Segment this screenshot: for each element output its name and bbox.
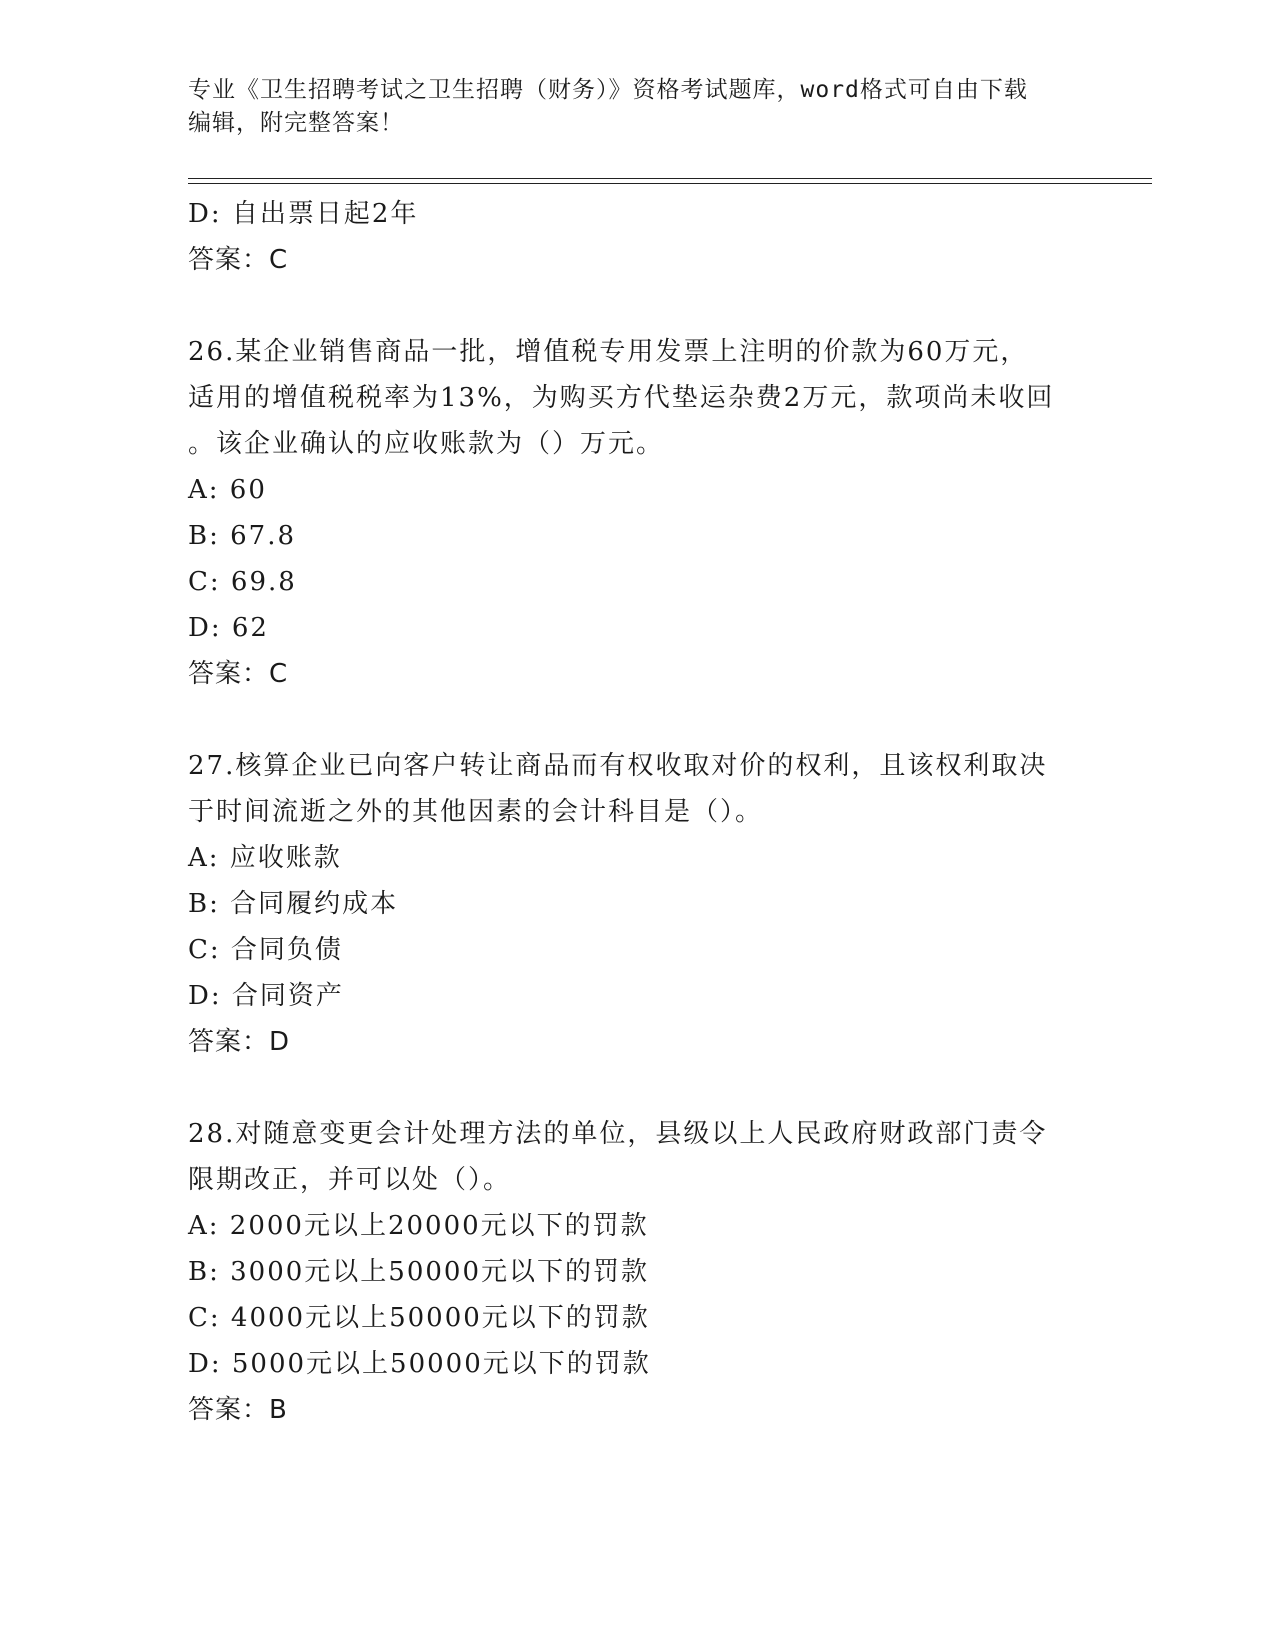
option-d: D: 62 [188, 613, 269, 643]
header-divider-bottom [188, 183, 1152, 184]
spacer [188, 697, 1152, 743]
option-b: B: 3000元以上50000元以下的罚款 [188, 1257, 650, 1287]
option-c: C: 合同负债 [188, 935, 343, 965]
option-a: A: 2000元以上20000元以下的罚款 [188, 1211, 649, 1241]
option-a: A: 60 [188, 475, 267, 505]
question-text-line: 适用的增值税税率为13%，为购买方代垫运杂费2万元，款项尚未收回 [188, 383, 1055, 413]
question-26 [188, 329, 1152, 697]
question-text-line: 28.对随意变更会计处理方法的单位，县级以上人民政府财政部门责令 [188, 1119, 1048, 1149]
prev-option-d: D: 自出票日起2年 [188, 199, 419, 229]
option-a: A: 应收账款 [188, 843, 342, 873]
option-c: C: 69.8 [188, 567, 297, 597]
prev-answer: 答案：C [188, 245, 289, 275]
spacer [188, 283, 1152, 329]
question-28 [188, 1111, 1152, 1433]
question-text-line: 26.某企业销售商品一批，增值税专用发票上注明的价款为60万元， [188, 337, 1029, 367]
question-27 [188, 743, 1152, 1065]
option-b: B: 合同履约成本 [188, 889, 399, 919]
question-content [188, 191, 1152, 1433]
option-b: B: 67.8 [188, 521, 297, 551]
header-divider-top [188, 178, 1152, 179]
answer: 答案：D [188, 1027, 291, 1057]
question-text-line: 。该企业确认的应收账款为（）万元。 [188, 429, 665, 459]
question-text-line: 限期改正，并可以处（）。 [188, 1165, 512, 1195]
header-line-2: 编辑，附完整答案！ [188, 110, 404, 136]
question-text-line: 27.核算企业已向客户转让商品而有权收取对价的权利，且该权利取决 [188, 751, 1048, 781]
header-line-1: 专业《卫生招聘考试之卫生招聘（财务）》资格考试题库，word格式可自由下载 [188, 77, 1028, 103]
option-d: D: 5000元以上50000元以下的罚款 [188, 1349, 651, 1379]
answer: 答案：C [188, 659, 289, 689]
answer: 答案：B [188, 1395, 288, 1425]
question-text-line: 于时间流逝之外的其他因素的会计科目是（）。 [188, 797, 764, 827]
spacer [188, 1065, 1152, 1111]
document-header [188, 74, 1088, 140]
option-c: C: 4000元以上50000元以下的罚款 [188, 1303, 650, 1333]
option-d: D: 合同资产 [188, 981, 344, 1011]
